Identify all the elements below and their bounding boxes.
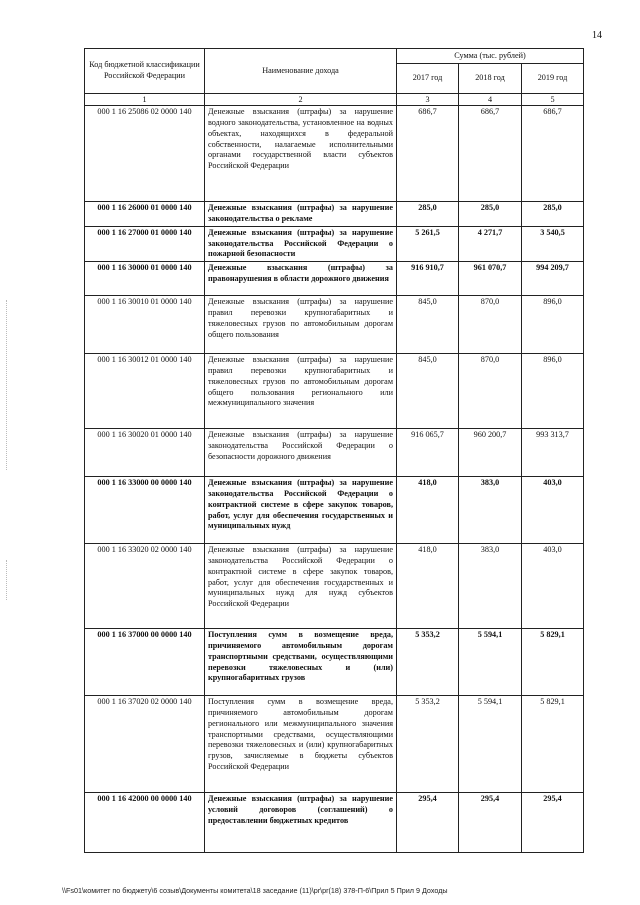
budget-code: 000 1 16 27000 01 0000 140 bbox=[85, 226, 205, 261]
budget-code: 000 1 16 26000 01 0000 140 bbox=[85, 202, 205, 227]
value-2018: 285,0 bbox=[459, 202, 522, 227]
page-number: 14 bbox=[592, 30, 602, 41]
value-2017: 845,0 bbox=[397, 354, 459, 429]
budget-code: 000 1 16 30012 01 0000 140 bbox=[85, 354, 205, 429]
col-number: 5 bbox=[522, 94, 584, 106]
budget-code: 000 1 16 33020 02 0000 140 bbox=[85, 544, 205, 629]
value-2019: 285,0 bbox=[522, 202, 584, 227]
header-year-2019: 2019 год bbox=[522, 64, 584, 94]
value-2018: 870,0 bbox=[459, 296, 522, 354]
value-2017: 916 065,7 bbox=[397, 429, 459, 477]
table-row bbox=[85, 793, 584, 853]
value-2018: 5 594,1 bbox=[459, 629, 522, 696]
table-row bbox=[85, 696, 584, 793]
table-body bbox=[85, 106, 584, 853]
value-2019: 5 829,1 bbox=[522, 696, 584, 793]
value-2019: 896,0 bbox=[522, 354, 584, 429]
table-row bbox=[85, 202, 584, 227]
value-2019: 295,4 bbox=[522, 793, 584, 853]
revenue-name: Денежные взыскания (штрафы) за нарушение законодательства Российской Федерации о пожарной безопасности bbox=[205, 226, 397, 261]
budget-code: 000 1 16 33000 00 0000 140 bbox=[85, 477, 205, 544]
value-2018: 295,4 bbox=[459, 793, 522, 853]
budget-code: 000 1 16 30020 01 0000 140 bbox=[85, 429, 205, 477]
revenue-name: Поступления сумм в возмещение вреда, причиняемого автомобильным дорогам транспортными средствами, осуществляющими перевозки тяжеловесных и (или) крупногабаритных грузов bbox=[205, 629, 397, 696]
header-year-2017: 2017 год bbox=[397, 64, 459, 94]
value-2019: 5 829,1 bbox=[522, 629, 584, 696]
value-2017: 295,4 bbox=[397, 793, 459, 853]
budget-code: 000 1 16 42000 00 0000 140 bbox=[85, 793, 205, 853]
value-2019: 686,7 bbox=[522, 106, 584, 202]
value-2017: 418,0 bbox=[397, 477, 459, 544]
budget-code: 000 1 16 30010 01 0000 140 bbox=[85, 296, 205, 354]
value-2017: 418,0 bbox=[397, 544, 459, 629]
value-2018: 383,0 bbox=[459, 544, 522, 629]
budget-code: 000 1 16 25086 02 0000 140 bbox=[85, 106, 205, 202]
value-2018: 383,0 bbox=[459, 477, 522, 544]
scan-edge-mark bbox=[6, 560, 7, 600]
col-number: 3 bbox=[397, 94, 459, 106]
header-year-2018: 2018 год bbox=[459, 64, 522, 94]
revenue-table bbox=[84, 48, 584, 853]
budget-code: 000 1 16 30000 01 0000 140 bbox=[85, 262, 205, 296]
value-2018: 5 594,1 bbox=[459, 696, 522, 793]
revenue-name: Денежные взыскания (штрафы) за правонарушения в области дорожного движения bbox=[205, 262, 397, 296]
revenue-name: Денежные взыскания (штрафы) за нарушение водного законодательства, установленное на водных объектах, находящихся в федеральной собственности, налагаемые исполнительными органами государственной власти субъектов Российской Федерации bbox=[205, 106, 397, 202]
table-row bbox=[85, 354, 584, 429]
table-row bbox=[85, 544, 584, 629]
budget-code: 000 1 16 37020 02 0000 140 bbox=[85, 696, 205, 793]
value-2017: 5 353,2 bbox=[397, 696, 459, 793]
value-2017: 285,0 bbox=[397, 202, 459, 227]
revenue-name: Денежные взыскания (штрафы) за нарушение правил перевозки крупногабаритных и тяжеловесных грузов по автомобильным дорогам общего пользования bbox=[205, 296, 397, 354]
value-2018: 960 200,7 bbox=[459, 429, 522, 477]
revenue-name: Денежные взыскания (штрафы) за нарушение законодательства Российской Федерации о контрактной системе в сфере закупок товаров, работ, услуг для обеспечения государственных и муниципальных нужд bbox=[205, 477, 397, 544]
header-name: Наименование дохода bbox=[205, 49, 397, 94]
revenue-name: Денежные взыскания (штрафы) за нарушение правил перевозки крупногабаритных и тяжеловесных грузов по автомобильным дорогам общего пользования регионального или межмуниципального значения bbox=[205, 354, 397, 429]
table-row bbox=[85, 262, 584, 296]
revenue-name: Поступления сумм в возмещение вреда, причиняемого автомобильным дорогам регионального или межмуниципального значения транспортными средствами, осуществляющими перевозки тяжеловесных и (или) крупногабаритных грузов, зачисляемые в бюджеты субъектов Российской Федерации bbox=[205, 696, 397, 793]
col-number: 2 bbox=[205, 94, 397, 106]
scan-edge-mark bbox=[6, 300, 7, 470]
value-2018: 686,7 bbox=[459, 106, 522, 202]
table-row bbox=[85, 296, 584, 354]
value-2017: 686,7 bbox=[397, 106, 459, 202]
table-row bbox=[85, 106, 584, 202]
value-2019: 994 209,7 bbox=[522, 262, 584, 296]
value-2019: 993 313,7 bbox=[522, 429, 584, 477]
value-2018: 4 271,7 bbox=[459, 226, 522, 261]
table-row bbox=[85, 226, 584, 261]
value-2017: 5 261,5 bbox=[397, 226, 459, 261]
table-row bbox=[85, 429, 584, 477]
value-2018: 961 070,7 bbox=[459, 262, 522, 296]
header-code: Код бюджетной классификации Российской Федерации bbox=[85, 49, 205, 94]
table-row bbox=[85, 477, 584, 544]
col-number: 1 bbox=[85, 94, 205, 106]
value-2019: 3 540,5 bbox=[522, 226, 584, 261]
revenue-name: Денежные взыскания (штрафы) за нарушение законодательства о рекламе bbox=[205, 202, 397, 227]
value-2018: 870,0 bbox=[459, 354, 522, 429]
file-path-footer: \\Fs01\комитет по бюджету\6 созыв\Документы комитета\18 заседание (11)\pr\pr(18) 378-П-6\Прил 5 Прил 9 Доходы bbox=[62, 886, 448, 895]
revenue-name: Денежные взыскания (штрафы) за нарушение условий договоров (соглашений) о предоставлении бюджетных кредитов bbox=[205, 793, 397, 853]
col-number: 4 bbox=[459, 94, 522, 106]
table-row bbox=[85, 629, 584, 696]
value-2019: 403,0 bbox=[522, 544, 584, 629]
value-2019: 896,0 bbox=[522, 296, 584, 354]
value-2017: 5 353,2 bbox=[397, 629, 459, 696]
revenue-name: Денежные взыскания (штрафы) за нарушение законодательства Российской Федерации о безопасности дорожного движения bbox=[205, 429, 397, 477]
budget-code: 000 1 16 37000 00 0000 140 bbox=[85, 629, 205, 696]
revenue-name: Денежные взыскания (штрафы) за нарушение законодательства Российской Федерации о контрактной системе в сфере закупок товаров, работ, услуг для обеспечения государственных и муниципальных нужд для нужд субъектов Российской Федерации bbox=[205, 544, 397, 629]
header-sum: Сумма (тыс. рублей) bbox=[397, 49, 584, 64]
value-2017: 845,0 bbox=[397, 296, 459, 354]
value-2017: 916 910,7 bbox=[397, 262, 459, 296]
value-2019: 403,0 bbox=[522, 477, 584, 544]
